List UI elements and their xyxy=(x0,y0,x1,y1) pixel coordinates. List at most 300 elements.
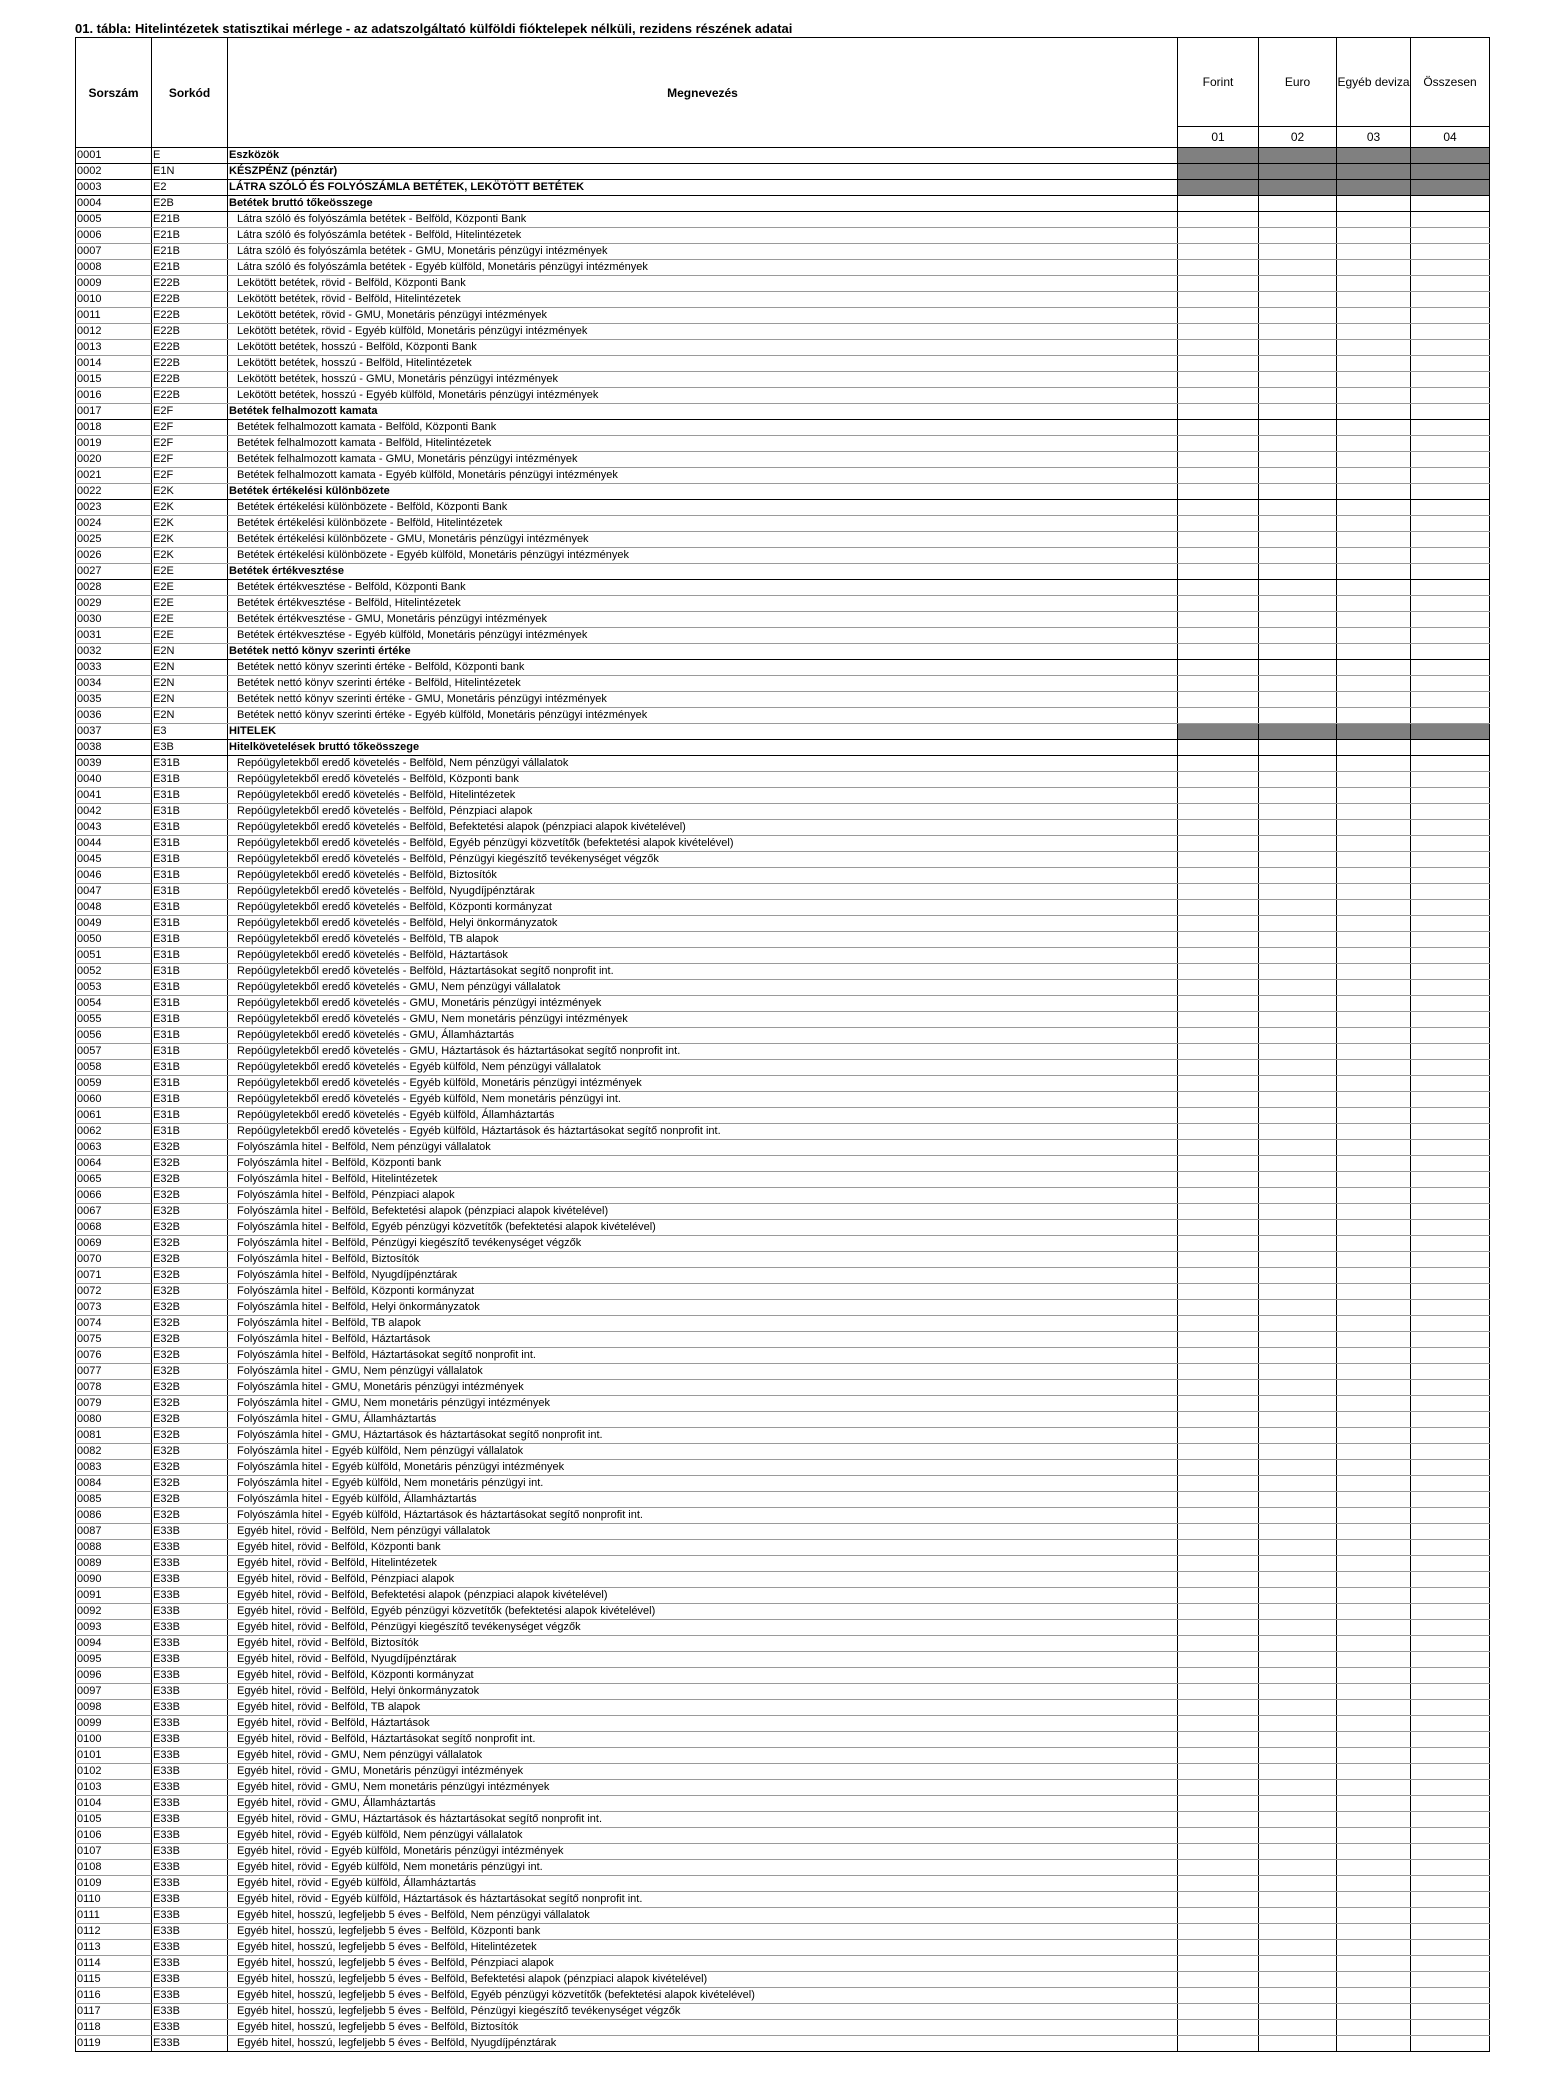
value-cell[interactable] xyxy=(1178,420,1259,436)
value-cell[interactable] xyxy=(1259,1684,1337,1700)
value-cell[interactable] xyxy=(1337,548,1411,564)
value-cell[interactable] xyxy=(1178,596,1259,612)
value-cell[interactable] xyxy=(1178,1668,1259,1684)
value-cell[interactable] xyxy=(1411,852,1490,868)
value-cell[interactable] xyxy=(1411,1236,1490,1252)
value-cell[interactable] xyxy=(1178,1076,1259,1092)
value-cell[interactable] xyxy=(1337,1316,1411,1332)
value-cell[interactable] xyxy=(1337,676,1411,692)
value-cell[interactable] xyxy=(1178,1588,1259,1604)
value-cell[interactable] xyxy=(1178,500,1259,516)
value-cell[interactable] xyxy=(1337,900,1411,916)
value-cell[interactable] xyxy=(1259,500,1337,516)
value-cell[interactable] xyxy=(1178,772,1259,788)
value-cell[interactable] xyxy=(1337,196,1411,212)
value-cell[interactable] xyxy=(1411,612,1490,628)
value-cell[interactable] xyxy=(1259,900,1337,916)
value-cell[interactable] xyxy=(1411,1028,1490,1044)
value-cell[interactable] xyxy=(1178,548,1259,564)
value-cell[interactable] xyxy=(1337,564,1411,580)
value-cell[interactable] xyxy=(1337,1988,1411,2004)
value-cell[interactable] xyxy=(1178,644,1259,660)
value-cell[interactable] xyxy=(1337,596,1411,612)
value-cell[interactable] xyxy=(1337,372,1411,388)
value-cell[interactable] xyxy=(1178,1316,1259,1332)
value-cell[interactable] xyxy=(1411,1300,1490,1316)
value-cell[interactable] xyxy=(1178,1172,1259,1188)
value-cell[interactable] xyxy=(1178,612,1259,628)
value-cell[interactable] xyxy=(1337,148,1411,164)
value-cell[interactable] xyxy=(1337,1364,1411,1380)
value-cell[interactable] xyxy=(1259,1076,1337,1092)
value-cell[interactable] xyxy=(1411,244,1490,260)
value-cell[interactable] xyxy=(1337,1588,1411,1604)
value-cell[interactable] xyxy=(1178,1812,1259,1828)
value-cell[interactable] xyxy=(1411,388,1490,404)
value-cell[interactable] xyxy=(1178,692,1259,708)
value-cell[interactable] xyxy=(1411,1092,1490,1108)
value-cell[interactable] xyxy=(1411,1572,1490,1588)
value-cell[interactable] xyxy=(1411,1716,1490,1732)
value-cell[interactable] xyxy=(1178,1428,1259,1444)
value-cell[interactable] xyxy=(1178,1844,1259,1860)
value-cell[interactable] xyxy=(1337,500,1411,516)
value-cell[interactable] xyxy=(1337,1204,1411,1220)
value-cell[interactable] xyxy=(1259,1300,1337,1316)
value-cell[interactable] xyxy=(1337,1764,1411,1780)
value-cell[interactable] xyxy=(1411,1988,1490,2004)
value-cell[interactable] xyxy=(1259,1284,1337,1300)
value-cell[interactable] xyxy=(1337,1540,1411,1556)
value-cell[interactable] xyxy=(1337,708,1411,724)
value-cell[interactable] xyxy=(1178,1908,1259,1924)
value-cell[interactable] xyxy=(1259,516,1337,532)
value-cell[interactable] xyxy=(1178,1572,1259,1588)
value-cell[interactable] xyxy=(1337,516,1411,532)
value-cell[interactable] xyxy=(1259,532,1337,548)
value-cell[interactable] xyxy=(1178,964,1259,980)
value-cell[interactable] xyxy=(1178,1300,1259,1316)
value-cell[interactable] xyxy=(1259,628,1337,644)
value-cell[interactable] xyxy=(1411,980,1490,996)
value-cell[interactable] xyxy=(1411,692,1490,708)
value-cell[interactable] xyxy=(1259,932,1337,948)
value-cell[interactable] xyxy=(1259,1236,1337,1252)
value-cell[interactable] xyxy=(1337,1492,1411,1508)
value-cell[interactable] xyxy=(1178,628,1259,644)
value-cell[interactable] xyxy=(1411,916,1490,932)
value-cell[interactable] xyxy=(1259,388,1337,404)
value-cell[interactable] xyxy=(1337,1556,1411,1572)
value-cell[interactable] xyxy=(1178,1732,1259,1748)
value-cell[interactable] xyxy=(1411,1796,1490,1812)
value-cell[interactable] xyxy=(1411,1444,1490,1460)
value-cell[interactable] xyxy=(1178,1652,1259,1668)
value-cell[interactable] xyxy=(1411,1636,1490,1652)
value-cell[interactable] xyxy=(1178,1700,1259,1716)
value-cell[interactable] xyxy=(1259,1268,1337,1284)
value-cell[interactable] xyxy=(1337,308,1411,324)
value-cell[interactable] xyxy=(1178,388,1259,404)
value-cell[interactable] xyxy=(1411,580,1490,596)
value-cell[interactable] xyxy=(1178,260,1259,276)
value-cell[interactable] xyxy=(1337,1028,1411,1044)
value-cell[interactable] xyxy=(1178,724,1259,740)
value-cell[interactable] xyxy=(1178,1988,1259,2004)
value-cell[interactable] xyxy=(1411,356,1490,372)
value-cell[interactable] xyxy=(1411,532,1490,548)
value-cell[interactable] xyxy=(1178,1060,1259,1076)
value-cell[interactable] xyxy=(1411,740,1490,756)
value-cell[interactable] xyxy=(1337,884,1411,900)
value-cell[interactable] xyxy=(1178,1348,1259,1364)
value-cell[interactable] xyxy=(1178,468,1259,484)
value-cell[interactable] xyxy=(1337,692,1411,708)
value-cell[interactable] xyxy=(1178,1604,1259,1620)
value-cell[interactable] xyxy=(1178,436,1259,452)
value-cell[interactable] xyxy=(1337,2020,1411,2036)
value-cell[interactable] xyxy=(1259,260,1337,276)
value-cell[interactable] xyxy=(1259,1876,1337,1892)
value-cell[interactable] xyxy=(1259,1556,1337,1572)
value-cell[interactable] xyxy=(1337,164,1411,180)
value-cell[interactable] xyxy=(1178,372,1259,388)
value-cell[interactable] xyxy=(1259,180,1337,196)
value-cell[interactable] xyxy=(1259,788,1337,804)
value-cell[interactable] xyxy=(1411,1108,1490,1124)
value-cell[interactable] xyxy=(1178,1156,1259,1172)
value-cell[interactable] xyxy=(1411,260,1490,276)
value-cell[interactable] xyxy=(1259,1828,1337,1844)
value-cell[interactable] xyxy=(1178,2004,1259,2020)
value-cell[interactable] xyxy=(1411,1764,1490,1780)
value-cell[interactable] xyxy=(1178,148,1259,164)
value-cell[interactable] xyxy=(1337,644,1411,660)
value-cell[interactable] xyxy=(1337,452,1411,468)
value-cell[interactable] xyxy=(1411,2036,1490,2052)
value-cell[interactable] xyxy=(1337,852,1411,868)
value-cell[interactable] xyxy=(1178,164,1259,180)
value-cell[interactable] xyxy=(1411,1844,1490,1860)
value-cell[interactable] xyxy=(1259,916,1337,932)
value-cell[interactable] xyxy=(1337,836,1411,852)
value-cell[interactable] xyxy=(1337,1812,1411,1828)
value-cell[interactable] xyxy=(1337,788,1411,804)
value-cell[interactable] xyxy=(1411,1460,1490,1476)
value-cell[interactable] xyxy=(1337,1684,1411,1700)
value-cell[interactable] xyxy=(1178,1892,1259,1908)
value-cell[interactable] xyxy=(1337,1844,1411,1860)
value-cell[interactable] xyxy=(1259,1956,1337,1972)
value-cell[interactable] xyxy=(1259,948,1337,964)
value-cell[interactable] xyxy=(1337,1428,1411,1444)
value-cell[interactable] xyxy=(1337,436,1411,452)
value-cell[interactable] xyxy=(1178,1284,1259,1300)
value-cell[interactable] xyxy=(1411,964,1490,980)
value-cell[interactable] xyxy=(1259,1764,1337,1780)
value-cell[interactable] xyxy=(1178,1796,1259,1812)
value-cell[interactable] xyxy=(1178,788,1259,804)
value-cell[interactable] xyxy=(1259,1060,1337,1076)
value-cell[interactable] xyxy=(1178,740,1259,756)
value-cell[interactable] xyxy=(1178,1524,1259,1540)
value-cell[interactable] xyxy=(1259,340,1337,356)
value-cell[interactable] xyxy=(1411,1380,1490,1396)
value-cell[interactable] xyxy=(1178,484,1259,500)
value-cell[interactable] xyxy=(1411,1060,1490,1076)
value-cell[interactable] xyxy=(1178,2020,1259,2036)
value-cell[interactable] xyxy=(1337,1796,1411,1812)
value-cell[interactable] xyxy=(1178,1236,1259,1252)
value-cell[interactable] xyxy=(1178,1108,1259,1124)
value-cell[interactable] xyxy=(1178,196,1259,212)
value-cell[interactable] xyxy=(1411,1668,1490,1684)
value-cell[interactable] xyxy=(1178,1268,1259,1284)
value-cell[interactable] xyxy=(1259,1220,1337,1236)
value-cell[interactable] xyxy=(1411,1540,1490,1556)
value-cell[interactable] xyxy=(1259,276,1337,292)
value-cell[interactable] xyxy=(1411,1940,1490,1956)
value-cell[interactable] xyxy=(1337,772,1411,788)
value-cell[interactable] xyxy=(1411,1204,1490,1220)
value-cell[interactable] xyxy=(1411,148,1490,164)
value-cell[interactable] xyxy=(1178,676,1259,692)
value-cell[interactable] xyxy=(1411,1332,1490,1348)
value-cell[interactable] xyxy=(1411,1908,1490,1924)
value-cell[interactable] xyxy=(1178,1412,1259,1428)
value-cell[interactable] xyxy=(1178,1460,1259,1476)
value-cell[interactable] xyxy=(1259,708,1337,724)
value-cell[interactable] xyxy=(1178,564,1259,580)
value-cell[interactable] xyxy=(1337,484,1411,500)
value-cell[interactable] xyxy=(1411,1124,1490,1140)
value-cell[interactable] xyxy=(1411,1588,1490,1604)
value-cell[interactable] xyxy=(1337,1908,1411,1924)
value-cell[interactable] xyxy=(1178,1380,1259,1396)
value-cell[interactable] xyxy=(1337,356,1411,372)
value-cell[interactable] xyxy=(1337,1924,1411,1940)
value-cell[interactable] xyxy=(1337,1604,1411,1620)
value-cell[interactable] xyxy=(1259,244,1337,260)
value-cell[interactable] xyxy=(1411,212,1490,228)
value-cell[interactable] xyxy=(1337,1444,1411,1460)
value-cell[interactable] xyxy=(1178,516,1259,532)
value-cell[interactable] xyxy=(1411,2020,1490,2036)
value-cell[interactable] xyxy=(1259,1508,1337,1524)
value-cell[interactable] xyxy=(1259,1172,1337,1188)
value-cell[interactable] xyxy=(1259,1780,1337,1796)
value-cell[interactable] xyxy=(1337,1828,1411,1844)
value-cell[interactable] xyxy=(1259,644,1337,660)
value-cell[interactable] xyxy=(1259,308,1337,324)
value-cell[interactable] xyxy=(1259,1636,1337,1652)
value-cell[interactable] xyxy=(1411,1316,1490,1332)
value-cell[interactable] xyxy=(1259,1620,1337,1636)
value-cell[interactable] xyxy=(1411,1284,1490,1300)
value-cell[interactable] xyxy=(1178,1492,1259,1508)
value-cell[interactable] xyxy=(1411,724,1490,740)
value-cell[interactable] xyxy=(1178,1252,1259,1268)
value-cell[interactable] xyxy=(1337,1412,1411,1428)
value-cell[interactable] xyxy=(1337,1892,1411,1908)
value-cell[interactable] xyxy=(1337,980,1411,996)
value-cell[interactable] xyxy=(1337,1476,1411,1492)
value-cell[interactable] xyxy=(1411,452,1490,468)
value-cell[interactable] xyxy=(1178,868,1259,884)
value-cell[interactable] xyxy=(1411,1156,1490,1172)
value-cell[interactable] xyxy=(1411,1476,1490,1492)
value-cell[interactable] xyxy=(1337,1156,1411,1172)
value-cell[interactable] xyxy=(1411,516,1490,532)
value-cell[interactable] xyxy=(1259,1892,1337,1908)
value-cell[interactable] xyxy=(1178,708,1259,724)
value-cell[interactable] xyxy=(1411,1412,1490,1428)
value-cell[interactable] xyxy=(1337,1300,1411,1316)
value-cell[interactable] xyxy=(1259,1044,1337,1060)
value-cell[interactable] xyxy=(1411,948,1490,964)
value-cell[interactable] xyxy=(1259,980,1337,996)
value-cell[interactable] xyxy=(1337,1860,1411,1876)
value-cell[interactable] xyxy=(1411,1732,1490,1748)
value-cell[interactable] xyxy=(1178,1364,1259,1380)
value-cell[interactable] xyxy=(1259,1700,1337,1716)
value-cell[interactable] xyxy=(1259,1156,1337,1172)
value-cell[interactable] xyxy=(1259,228,1337,244)
value-cell[interactable] xyxy=(1178,1972,1259,1988)
value-cell[interactable] xyxy=(1259,1092,1337,1108)
value-cell[interactable] xyxy=(1411,1812,1490,1828)
value-cell[interactable] xyxy=(1178,1876,1259,1892)
value-cell[interactable] xyxy=(1411,1252,1490,1268)
value-cell[interactable] xyxy=(1259,1140,1337,1156)
value-cell[interactable] xyxy=(1337,1380,1411,1396)
value-cell[interactable] xyxy=(1178,996,1259,1012)
value-cell[interactable] xyxy=(1411,1220,1490,1236)
value-cell[interactable] xyxy=(1259,372,1337,388)
value-cell[interactable] xyxy=(1178,1220,1259,1236)
value-cell[interactable] xyxy=(1411,1876,1490,1892)
value-cell[interactable] xyxy=(1259,2004,1337,2020)
value-cell[interactable] xyxy=(1178,356,1259,372)
value-cell[interactable] xyxy=(1337,1108,1411,1124)
value-cell[interactable] xyxy=(1411,164,1490,180)
value-cell[interactable] xyxy=(1178,932,1259,948)
value-cell[interactable] xyxy=(1337,964,1411,980)
value-cell[interactable] xyxy=(1259,1108,1337,1124)
value-cell[interactable] xyxy=(1178,1044,1259,1060)
value-cell[interactable] xyxy=(1411,708,1490,724)
value-cell[interactable] xyxy=(1411,500,1490,516)
value-cell[interactable] xyxy=(1259,356,1337,372)
value-cell[interactable] xyxy=(1259,724,1337,740)
value-cell[interactable] xyxy=(1411,180,1490,196)
value-cell[interactable] xyxy=(1411,1780,1490,1796)
value-cell[interactable] xyxy=(1178,452,1259,468)
value-cell[interactable] xyxy=(1259,1668,1337,1684)
value-cell[interactable] xyxy=(1337,948,1411,964)
value-cell[interactable] xyxy=(1178,1332,1259,1348)
value-cell[interactable] xyxy=(1259,1348,1337,1364)
value-cell[interactable] xyxy=(1337,580,1411,596)
value-cell[interactable] xyxy=(1411,900,1490,916)
value-cell[interactable] xyxy=(1178,2036,1259,2052)
value-cell[interactable] xyxy=(1337,244,1411,260)
value-cell[interactable] xyxy=(1259,1316,1337,1332)
value-cell[interactable] xyxy=(1337,1172,1411,1188)
value-cell[interactable] xyxy=(1411,1700,1490,1716)
value-cell[interactable] xyxy=(1411,1892,1490,1908)
value-cell[interactable] xyxy=(1337,1652,1411,1668)
value-cell[interactable] xyxy=(1337,324,1411,340)
value-cell[interactable] xyxy=(1411,644,1490,660)
value-cell[interactable] xyxy=(1411,628,1490,644)
value-cell[interactable] xyxy=(1411,1860,1490,1876)
value-cell[interactable] xyxy=(1259,1524,1337,1540)
value-cell[interactable] xyxy=(1411,596,1490,612)
value-cell[interactable] xyxy=(1411,1492,1490,1508)
value-cell[interactable] xyxy=(1337,1220,1411,1236)
value-cell[interactable] xyxy=(1411,228,1490,244)
value-cell[interactable] xyxy=(1259,820,1337,836)
value-cell[interactable] xyxy=(1259,148,1337,164)
value-cell[interactable] xyxy=(1259,1460,1337,1476)
value-cell[interactable] xyxy=(1337,228,1411,244)
value-cell[interactable] xyxy=(1411,1172,1490,1188)
value-cell[interactable] xyxy=(1411,1364,1490,1380)
value-cell[interactable] xyxy=(1411,404,1490,420)
value-cell[interactable] xyxy=(1411,772,1490,788)
value-cell[interactable] xyxy=(1411,1396,1490,1412)
value-cell[interactable] xyxy=(1411,548,1490,564)
value-cell[interactable] xyxy=(1178,580,1259,596)
value-cell[interactable] xyxy=(1178,900,1259,916)
value-cell[interactable] xyxy=(1337,1044,1411,1060)
value-cell[interactable] xyxy=(1178,308,1259,324)
value-cell[interactable] xyxy=(1259,404,1337,420)
value-cell[interactable] xyxy=(1337,1332,1411,1348)
value-cell[interactable] xyxy=(1337,404,1411,420)
value-cell[interactable] xyxy=(1337,292,1411,308)
value-cell[interactable] xyxy=(1337,276,1411,292)
value-cell[interactable] xyxy=(1411,1556,1490,1572)
value-cell[interactable] xyxy=(1411,1828,1490,1844)
value-cell[interactable] xyxy=(1178,980,1259,996)
value-cell[interactable] xyxy=(1259,1380,1337,1396)
value-cell[interactable] xyxy=(1259,2036,1337,2052)
value-cell[interactable] xyxy=(1178,1124,1259,1140)
value-cell[interactable] xyxy=(1259,804,1337,820)
value-cell[interactable] xyxy=(1178,1780,1259,1796)
value-cell[interactable] xyxy=(1178,1204,1259,1220)
value-cell[interactable] xyxy=(1411,420,1490,436)
value-cell[interactable] xyxy=(1259,1188,1337,1204)
value-cell[interactable] xyxy=(1337,1460,1411,1476)
value-cell[interactable] xyxy=(1259,292,1337,308)
value-cell[interactable] xyxy=(1259,884,1337,900)
value-cell[interactable] xyxy=(1259,1972,1337,1988)
value-cell[interactable] xyxy=(1337,1396,1411,1412)
value-cell[interactable] xyxy=(1337,1716,1411,1732)
value-cell[interactable] xyxy=(1178,1396,1259,1412)
value-cell[interactable] xyxy=(1411,660,1490,676)
value-cell[interactable] xyxy=(1337,804,1411,820)
value-cell[interactable] xyxy=(1411,196,1490,212)
value-cell[interactable] xyxy=(1411,340,1490,356)
value-cell[interactable] xyxy=(1259,1540,1337,1556)
value-cell[interactable] xyxy=(1259,324,1337,340)
value-cell[interactable] xyxy=(1337,1636,1411,1652)
value-cell[interactable] xyxy=(1259,2020,1337,2036)
